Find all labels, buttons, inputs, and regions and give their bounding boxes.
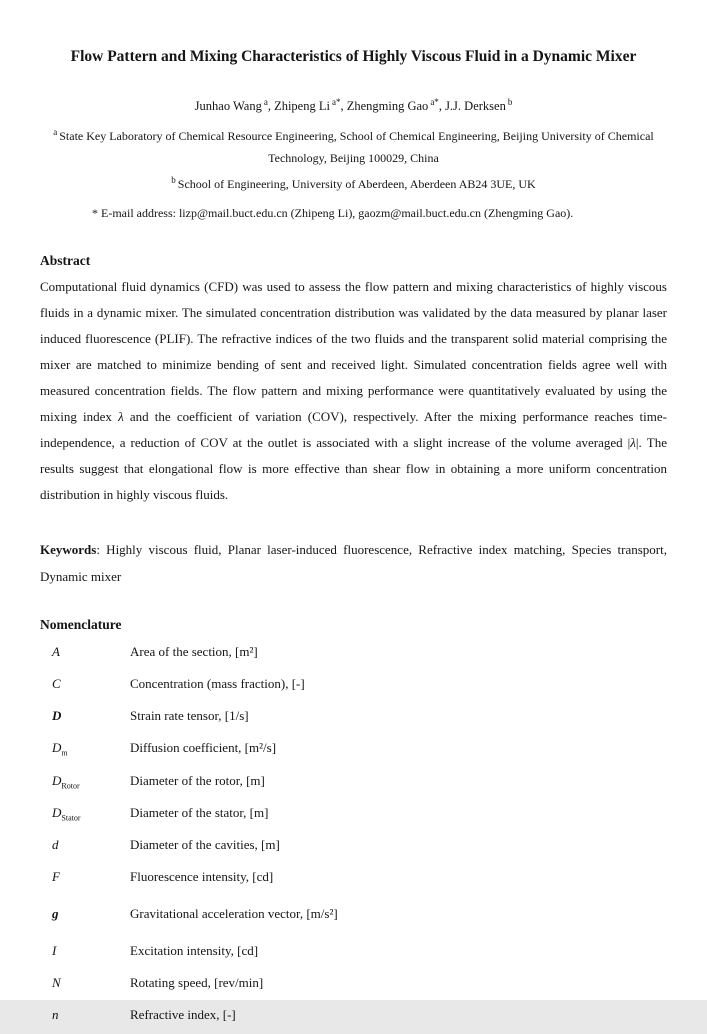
author-affil-mark: a* xyxy=(430,97,439,107)
author-separator: , xyxy=(438,99,446,114)
author-name: Zhipeng Li xyxy=(274,99,330,114)
author-separator: , xyxy=(267,99,275,114)
symbol-cell xyxy=(40,800,130,832)
abstract-paragraph xyxy=(40,274,667,508)
description-cell: Excitation intensity, [cd] xyxy=(130,943,259,958)
description-cell: Concentration (mass fraction), [-] xyxy=(130,676,305,692)
description-cell: Refractive index, [-] xyxy=(130,1007,236,1023)
symbol: d xyxy=(52,836,59,852)
description-cell: Fluorescence intensity, [cd] xyxy=(130,868,274,884)
author-name: Junhao Wang xyxy=(194,99,262,114)
nomenclature-row xyxy=(40,901,667,933)
abstract-text: and the coefficient of variation (COV), respectively. After the mixing performance reaches time-independence, a reduction of COV at the outlet is associated with a slight increase of the volume averaged | xyxy=(40,409,667,451)
nomenclature-row xyxy=(40,938,667,970)
nomenclature-row xyxy=(40,1002,667,1034)
author-affil-mark: b xyxy=(507,97,513,107)
nomenclature-heading: Nomenclature xyxy=(40,617,122,633)
symbol: C xyxy=(52,676,61,692)
affiliation-b xyxy=(40,169,667,195)
author-name: J.J. Derksen xyxy=(445,99,506,114)
author-affil-mark: a xyxy=(263,97,268,107)
description-cell: Diameter of the stator, [m] xyxy=(130,804,269,820)
nomenclature-row xyxy=(40,703,667,735)
affiliation-mark: a xyxy=(53,127,58,138)
nomenclature-row xyxy=(40,639,667,671)
symbol: g xyxy=(52,905,59,921)
symbol: D xyxy=(52,708,62,724)
description-cell: Diameter of the rotor, [m] xyxy=(130,772,265,788)
abstract-heading: Abstract xyxy=(40,253,91,269)
description-cell: Strain rate tensor, [1/s] xyxy=(130,708,249,724)
symbol-cell xyxy=(40,768,130,800)
affiliation-a xyxy=(40,121,667,169)
keywords-text: : Highly viscous fluid, Planar laser-induced fluorescence, Refractive index matching, Species transport, Dynamic mixer xyxy=(40,542,667,585)
symbol-cell xyxy=(40,832,130,864)
symbol-subscript: Stator xyxy=(61,813,81,823)
author-separator: , xyxy=(340,99,347,114)
email-note: * E-mail address: lizp@mail.buct.edu.cn (Zhipeng Li), gaozm@mail.buct.edu.cn (Zhengming Gao). xyxy=(92,206,574,221)
keywords-paragraph xyxy=(40,536,667,590)
symbol-subscript: Rotor xyxy=(61,781,80,791)
author xyxy=(274,99,347,113)
symbol-cell xyxy=(40,864,130,896)
symbol-cell xyxy=(40,970,130,1002)
symbol-cell xyxy=(40,703,130,735)
symbol: A xyxy=(52,644,60,660)
symbol: D xyxy=(52,772,62,788)
affiliation-text: School of Engineering, University of Aberdeen, Aberdeen AB24 3UE, UK xyxy=(177,177,536,192)
page-title: Flow Pattern and Mixing Characteristics of Highly Viscous Fluid in a Dynamic Mixer xyxy=(70,48,637,65)
author-name: Zhengming Gao xyxy=(346,99,429,114)
affiliation-mark: b xyxy=(171,175,176,186)
abstract-text: |. The results suggest that elongational flow is more effective than shear flow in obtaining a more uniform concentration distribution in highly viscous fluids. xyxy=(40,435,667,503)
symbol: D xyxy=(52,804,62,820)
symbol-cell xyxy=(40,938,130,970)
symbol-cell xyxy=(40,1002,130,1034)
description-cell: Area of the section, [m²] xyxy=(130,644,258,660)
author xyxy=(445,99,512,113)
nomenclature-row xyxy=(40,800,667,832)
keywords-label: Keywords xyxy=(40,542,97,558)
symbol: D xyxy=(52,740,62,756)
nomenclature-table xyxy=(40,639,667,1034)
affiliation-text: State Key Laboratory of Chemical Resource Engineering, School of Chemical Engineering, Beijing University of Chemical Technology, Beijing 100029, China xyxy=(59,129,654,166)
nomenclature-row xyxy=(40,832,667,864)
symbol-subscript: m xyxy=(61,749,68,759)
lambda-symbol: λ xyxy=(630,435,636,451)
symbol-cell xyxy=(40,901,130,933)
description-cell: Gravitational acceleration vector, [m/s²] xyxy=(130,905,338,921)
symbol-cell xyxy=(40,735,130,767)
symbol: N xyxy=(52,975,61,991)
author xyxy=(347,99,445,113)
description-cell: Diameter of the cavities, [m] xyxy=(130,836,280,852)
nomenclature-row xyxy=(40,768,667,800)
author-affil-mark: a* xyxy=(331,97,341,107)
symbol: n xyxy=(52,1007,59,1023)
nomenclature-row xyxy=(40,671,667,703)
authors-line xyxy=(40,94,667,115)
symbol: I xyxy=(52,943,57,958)
symbol-cell xyxy=(40,671,130,703)
symbol-cell xyxy=(40,639,130,671)
abstract-text: Computational fluid dynamics (CFD) was used to assess the flow pattern and mixing characteristics of highly viscous fluids in a dynamic mixer. The simulated concentration distribution was validated by the data measured by planar laser induced fluorescence (PLIF). The refractive indices of the two fluids and the transparent solid material comprising the mixer are matched to minimize bending of sent and received light. Simulated concentration fields agree well with measured concentration fields. The flow pattern and mixing performance were quantitatively evaluated by using the mixing index xyxy=(40,279,667,425)
affiliations-block xyxy=(40,121,667,195)
nomenclature-row xyxy=(40,735,667,767)
description-cell: Rotating speed, [rev/min] xyxy=(130,975,264,991)
lambda-symbol: λ xyxy=(118,409,124,425)
nomenclature-row xyxy=(40,970,667,1002)
author xyxy=(195,99,274,113)
symbol: F xyxy=(52,868,60,884)
description-cell: Diffusion coefficient, [m²/s] xyxy=(130,740,277,756)
nomenclature-row xyxy=(40,864,667,896)
